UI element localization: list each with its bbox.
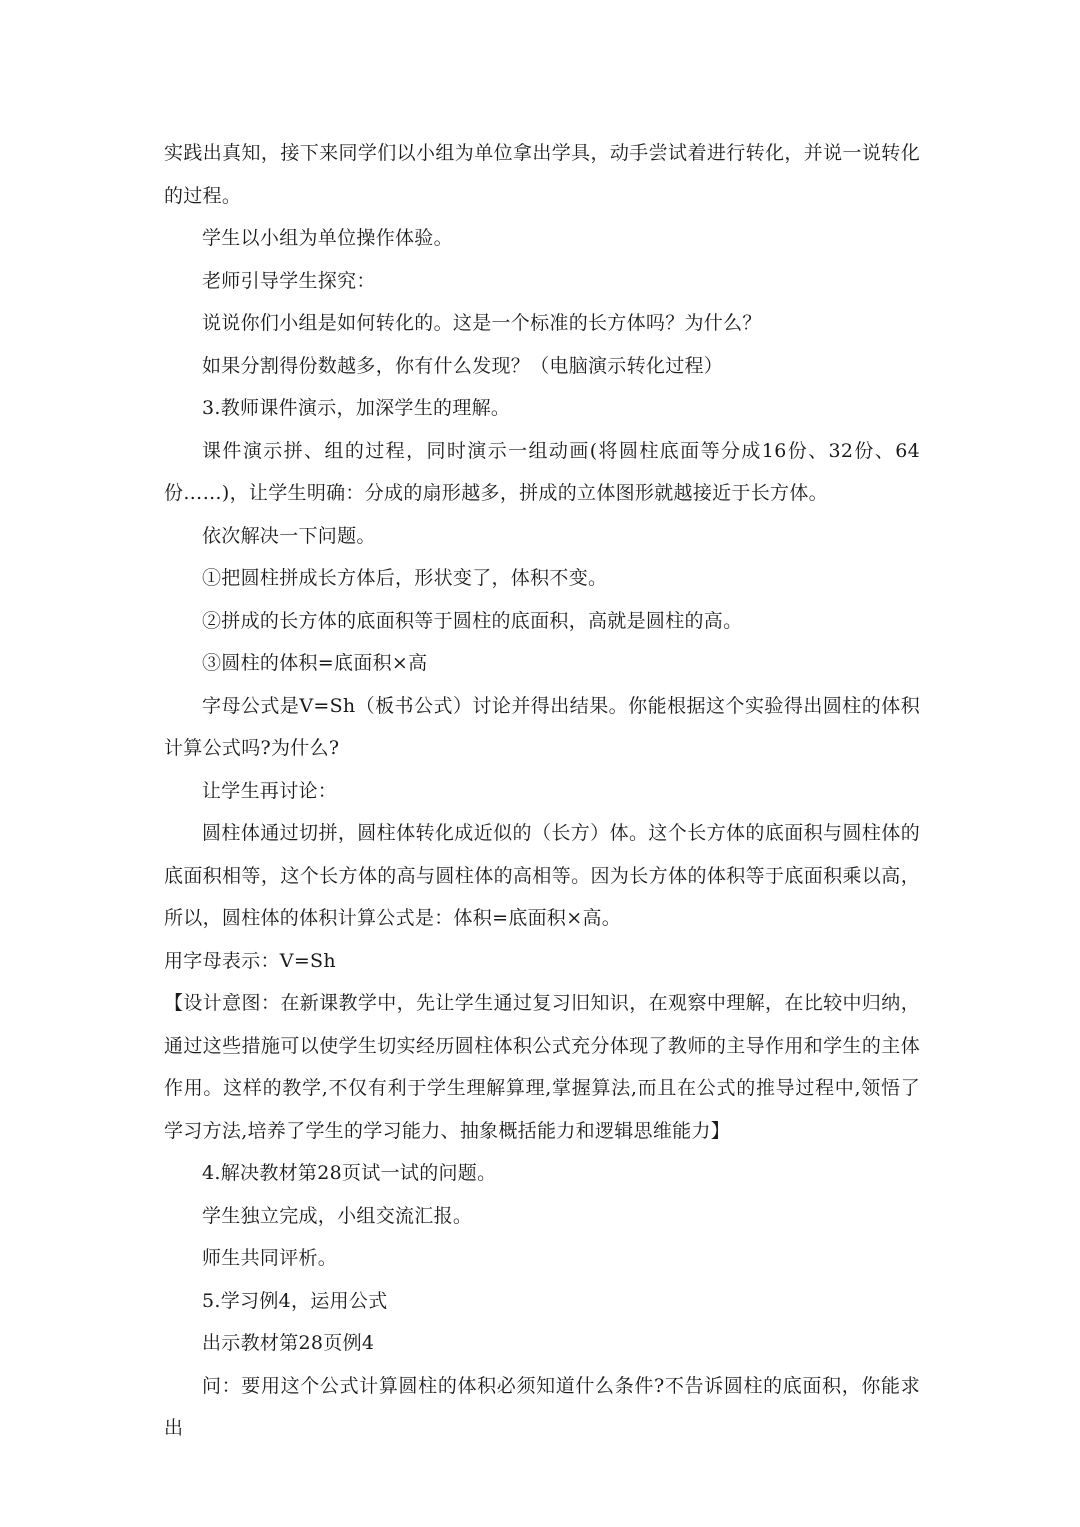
paragraph-step-5: 5.学习例4，运用公式 [202,1289,388,1312]
paragraph-step-4: 4.解决教材第28页试一试的问题。 [202,1162,497,1184]
paragraph-show-example: 出示教材第28页例4 [202,1332,375,1354]
paragraph-design-intent: 【设计意图：在新课教学中，先让学生通过复习旧知识，在观察中理解，在比较中归纳，通过这些措施可以使学生切实经历圆柱体积公式充分体现了教师的主导作用和学生的主体作用。这样的教学,不仅有利于学生理解算理,掌握算法,而且在公式的推导过程中,领悟了学习方法,培养了学生的学习能力、抽象概括能力和逻辑思维能力】 [164,992,920,1142]
paragraph-joint-review: 师生共同评析。 [202,1247,338,1269]
paragraph-step-3: 3.教师课件演示，加深学生的理解。 [202,397,511,419]
paragraph-letter-formula: 字母公式是V=Sh（板书公式）讨论并得出结果。你能根据这个实验得出圆柱的体积计算公式吗?为什么? [164,694,920,759]
paragraph-cylinder-explanation: 圆柱体通过切拼，圆柱体转化成近似的（长方）体。这个长方体的底面积与圆柱体的底面积相等，这个长方体的高与圆柱体的高相等。因为长方体的体积等于底面积乘以高，所以，圆柱体的体积计算公式是：体积=底面积×高。 [164,822,920,929]
paragraph-question-more-parts: 如果分割得份数越多，你有什么发现？（电脑演示转化过程） [202,354,724,377]
paragraph-question-conditions: 问：要用这个公式计算圆柱的体积必须知道什么条件?不告诉圆柱的底面积，你能求出 [164,1374,920,1439]
paragraph-teacher-guide: 老师引导学生探究： [202,269,376,292]
paragraph-discuss-again: 让学生再讨论： [202,779,338,802]
paragraph-independent-work: 学生独立完成，小组交流汇报。 [202,1204,473,1227]
paragraph-practice: 实践出真知，接下来同学们以小组为单位拿出学具，动手尝试着进行转化，并说一说转化的过程。 [164,142,920,207]
paragraph-solve-in-order: 依次解决一下问题。 [202,524,376,547]
document-body [164,132,920,1450]
paragraph-letter-expression: 用字母表示：V=Sh [164,949,336,972]
paragraph-student-operation: 学生以小组为单位操作体验。 [202,227,453,249]
paragraph-courseware-demo: 课件演示拼、组的过程，同时演示一组动画(将圆柱底面等分成16份、32份、64份……)，让学生明确：分成的扇形越多，拼成的立体图形就越接近于长方体。 [164,439,920,504]
paragraph-point-1: ①把圆柱拼成长方体后，形状变了，体积不变。 [202,567,608,589]
paragraph-point-3: ③圆柱的体积=底面积×高 [202,652,428,674]
paragraph-question-transform: 说说你们小组是如何转化的。这是一个标准的长方体吗？为什么？ [202,312,762,334]
paragraph-point-2: ②拼成的长方体的底面积等于圆柱的底面积，高就是圆柱的高。 [202,609,743,632]
